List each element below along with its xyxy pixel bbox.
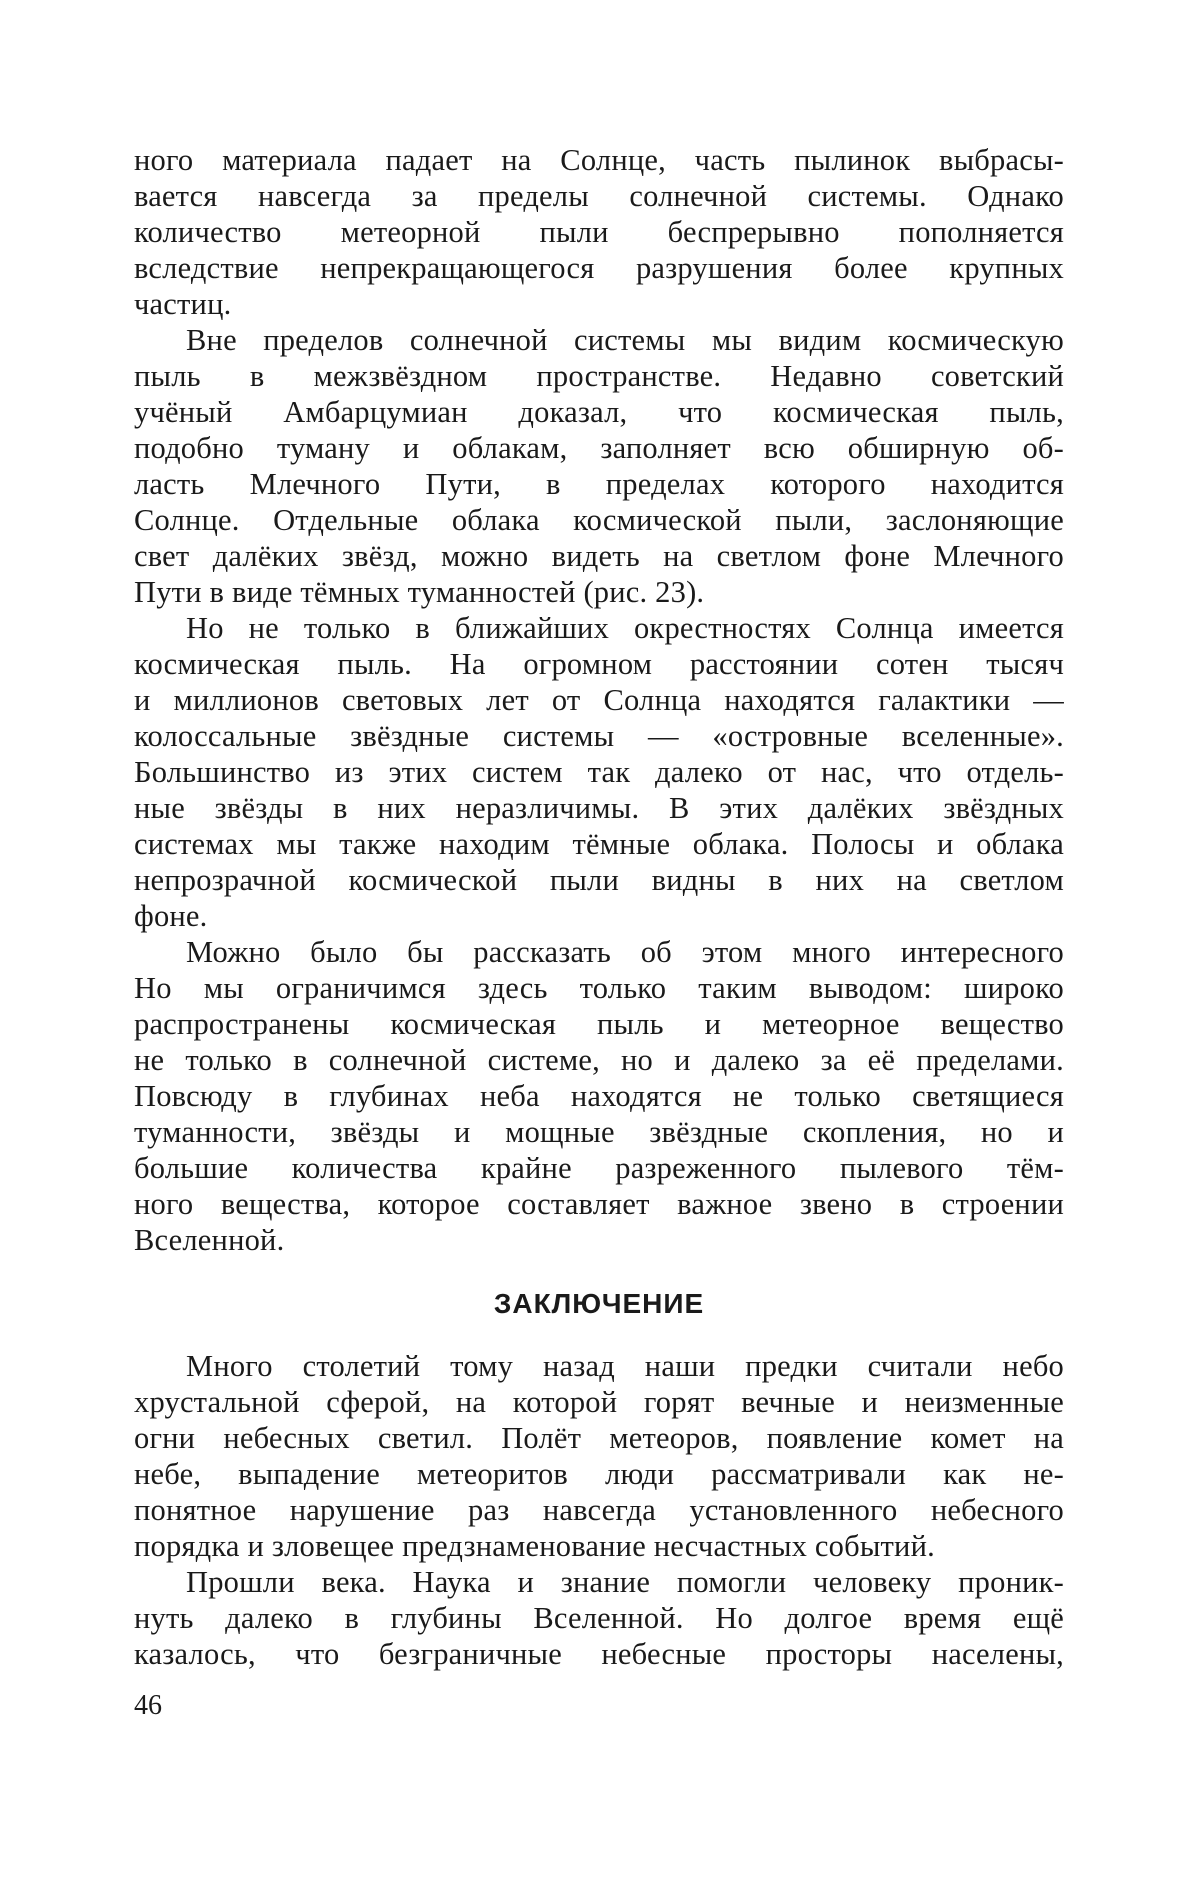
text-line: ного материала падает на Солнце, часть пылинок выбрасы-	[134, 143, 1064, 177]
text-line: Но не только в ближайших окрестностях Солнца имеется	[186, 611, 1064, 645]
text-line: свет далёких звёзд, можно видеть на светлом фоне Млечного	[134, 539, 1064, 573]
paragraph-4	[134, 934, 1064, 1258]
text-line: Вне пределов солнечной системы мы видим космическую	[186, 323, 1064, 357]
text-line: хрустальной сферой, на которой горят вечные и неизменные	[134, 1385, 1064, 1419]
text-line: системах мы также находим тёмные облака. Полосы и облака	[134, 827, 1064, 861]
text-line: Пути в виде тёмных туманностей (рис. 23).	[134, 575, 705, 609]
text-line: учёный Амбарцумиан доказал, что космическая пыль,	[134, 395, 1064, 429]
paragraph-1	[134, 142, 1064, 322]
text-line: подобно туману и облакам, заполняет всю обширную об-	[134, 431, 1064, 465]
text-line: космическая пыль. На огромном расстоянии сотен тысяч	[134, 647, 1064, 681]
paragraph-5	[134, 1348, 1064, 1564]
text-line: ласть Млечного Пути, в пределах которого находится	[134, 467, 1064, 501]
paragraph-2	[134, 322, 1064, 610]
text-line: Солнце. Отдельные облака космической пыли, заслоняющие	[134, 503, 1064, 537]
paragraph-3	[134, 610, 1064, 934]
text-line: вследствие непрекращающегося разрушения более крупных	[134, 251, 1064, 285]
text-line: частиц.	[134, 287, 232, 321]
text-line: Можно было бы рассказать об этом много интересного	[186, 935, 1064, 969]
text-line: огни небесных светил. Полёт метеоров, появление комет на	[134, 1421, 1064, 1455]
text-line: Большинство из этих систем так далеко от нас, что отдель-	[134, 755, 1064, 789]
page-number: 46	[134, 1690, 162, 1721]
paragraph-6	[134, 1564, 1064, 1672]
text-line: ного вещества, которое составляет важное звено в строении	[134, 1187, 1064, 1221]
text-line: туманности, звёзды и мощные звёздные скопления, но и	[134, 1115, 1064, 1149]
text-line: казалось, что безграничные небесные просторы населены,	[134, 1637, 1064, 1671]
text-line: Повсюду в глубинах неба находятся не только светящиеся	[134, 1079, 1064, 1113]
text-line: Много столетий тому назад наши предки считали небо	[186, 1349, 1064, 1383]
page-body	[134, 142, 1064, 1672]
text-line: понятное нарушение раз навсегда установленного небесного	[134, 1493, 1064, 1527]
text-line: нуть далеко в глубины Вселенной. Но долгое время ещё	[134, 1601, 1064, 1635]
text-line: Прошли века. Наука и знание помогли человеку проник-	[186, 1565, 1064, 1599]
text-line: большие количества крайне разреженного пылевого тём-	[134, 1151, 1064, 1185]
text-line: порядка и зловещее предзнаменование несчастных событий.	[134, 1529, 935, 1563]
text-line: непрозрачной космической пыли видны в них на светлом	[134, 863, 1064, 897]
text-line: ные звёзды в них неразличимы. В этих далёких звёздных	[134, 791, 1064, 825]
text-line: и миллионов световых лет от Солнца находятся галактики —	[134, 683, 1064, 717]
text-line: пыль в межзвёздном пространстве. Недавно советский	[134, 359, 1064, 393]
text-line: фоне.	[134, 899, 208, 933]
text-line: Но мы ограничимся здесь только таким выводом: широко	[134, 971, 1064, 1005]
section-heading: ЗАКЛЮЧЕНИЕ	[493, 1288, 705, 1319]
text-line: распространены космическая пыль и метеорное вещество	[134, 1007, 1064, 1041]
text-line: вается навсегда за пределы солнечной системы. Однако	[134, 179, 1064, 213]
text-line: Вселенной.	[134, 1223, 285, 1257]
text-line: количество метеорной пыли беспрерывно пополняется	[134, 215, 1064, 249]
text-line: колоссальные звёздные системы — «островные вселенные».	[134, 719, 1064, 753]
text-line: не только в солнечной системе, но и далеко за её пределами.	[134, 1043, 1064, 1077]
text-line: небе, выпадение метеоритов люди рассматривали как не-	[134, 1457, 1064, 1491]
